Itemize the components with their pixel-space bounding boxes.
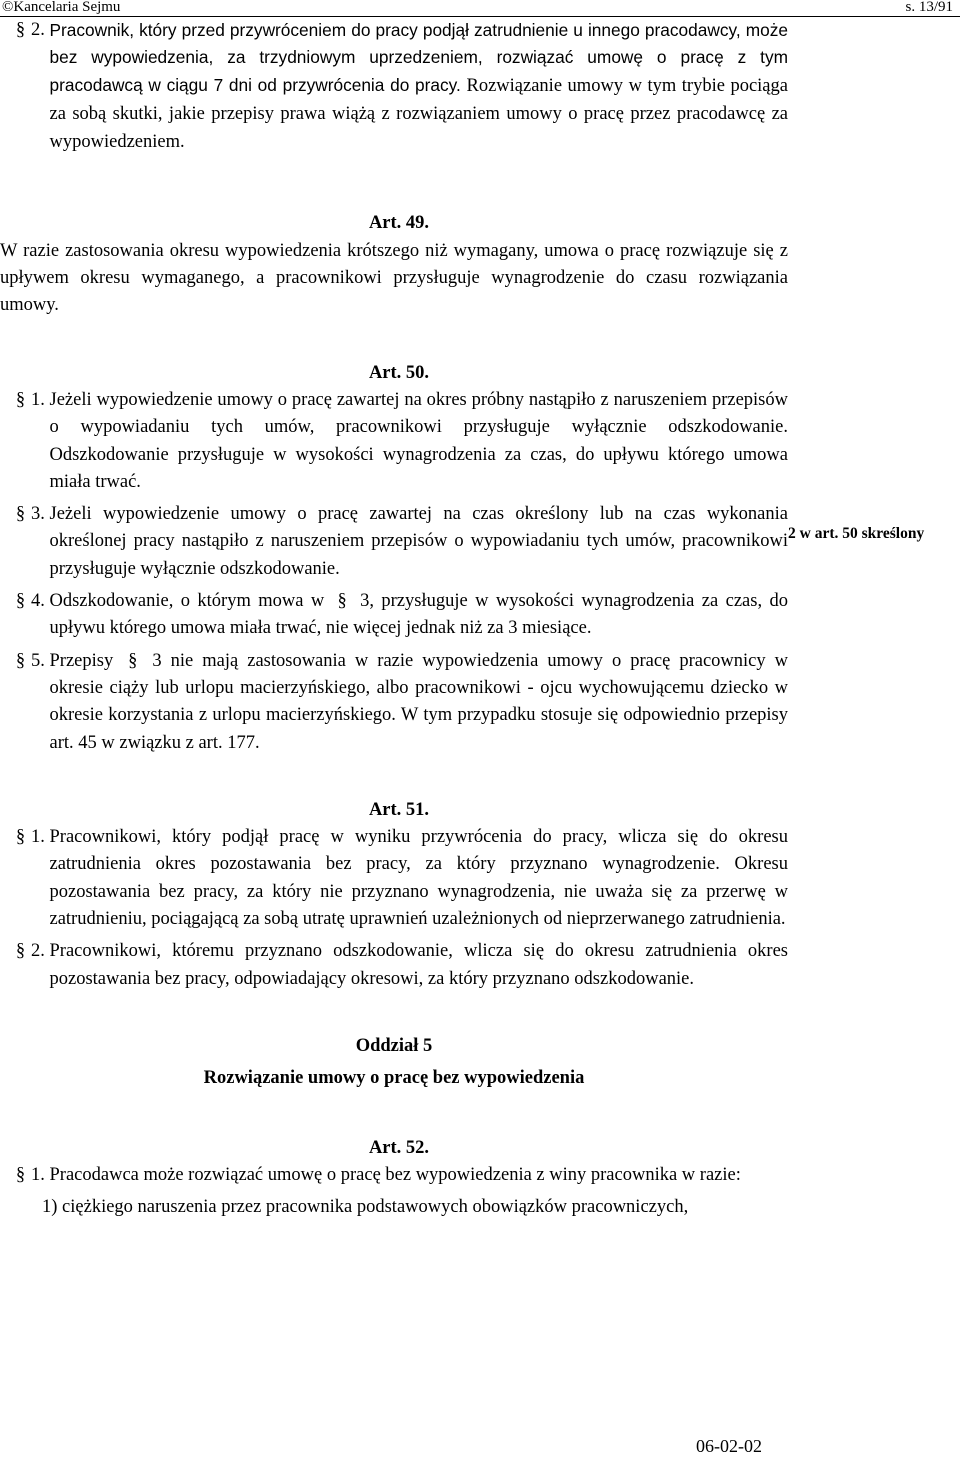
- paragraph-number: 3.: [31, 504, 45, 525]
- page-header: [0, 0, 960, 16]
- section-sign-icon: §: [337, 591, 347, 612]
- section-sign-icon: §: [128, 650, 138, 671]
- paragraph-number: 2.: [31, 941, 45, 962]
- paragraph-text-start: Odszkodowanie, o którym mowa w: [49, 591, 325, 612]
- article-50-paragraph-1: [0, 387, 788, 496]
- article-51-paragraph-1: [0, 824, 788, 933]
- article-50-title: Art. 50.: [368, 362, 430, 383]
- paragraph-text: Pracodawca może rozwiązać umowę o pracę bez wypowiedzenia z winy pracownika w razie:: [49, 1164, 741, 1185]
- paragraph-text-sans: Pracownik, który przed przywróceniem do pracy podjął zatrudnienie u innego pracodawcy, może bez wypowiedzenia, za trzydniowym uprzedzeniem, rozwiązać umowę o pracę z tym pracodawcą w ciągu 7 dni od przywrócenia do pracy.: [49, 20, 788, 95]
- paragraph-number: 4.: [31, 591, 45, 612]
- list-item-text: ciężkiego naruszenia przez pracownika podstawowych obowiązków pracowniczych,: [62, 1197, 689, 1218]
- paragraph-text-end: 3, przysługuje w wysokości wynagrodzenia za czas, do upływu którego umowa miała trwać, nie więcej jednak niż za 3 miesiące.: [49, 591, 789, 639]
- paragraph-number: 2.: [31, 20, 45, 40]
- division-subtitle: Rozwiązanie umowy o pracę bez wypowiedzenia: [203, 1068, 585, 1089]
- footer-date: 06-02-02: [696, 1436, 762, 1456]
- list-item-number: 1): [42, 1197, 58, 1218]
- paragraph-number: 1.: [31, 827, 45, 848]
- margin-note: 2 w art. 50 skreślony: [788, 525, 925, 542]
- paragraph-text: Pracownikowi, który podjął pracę w wyniku przywrócenia do pracy, wlicza się do okresu zatrudnienia okres pozostawania bez pracy, za który przyznano wynagrodzenie. Okresu pozostawania bez pracy, za który nie przyznano wynagrodzenia, nie uważa się za przerwę w zatrudnieniu, pociągającą za sobą utratę uprawnień uzależnionych od nieprzerwanego zatrudnienia.: [49, 827, 788, 930]
- document-body: [0, 17, 788, 1221]
- section-sign-icon: §: [15, 504, 26, 525]
- article-50-paragraph-4: [0, 588, 788, 643]
- section-sign-icon: §: [15, 20, 26, 40]
- article-49-text: W razie zastosowania okresu wypowiedzenia krótszego niż wymagany, umowa o pracę rozwiązuje się z upływem okresu wymaganego, a pracownikowi przysługuje wynagrodzenie do czasu rozwiązania umowy.: [0, 240, 788, 316]
- article-49-title: Art. 49.: [368, 213, 430, 234]
- paragraph-text-end: 3 nie mają zastosowania w razie wypowiedzenia umowy o pracę pracownicy w okresie ciąży lub urlopu macierzyńskiego, albo pracownikowi - ojcu wychowującemu dziecko w okresie korzystania z urlopu macierzyńskiego. W tym przypadku stosuje się odpowiednio przepisy art. 45 w związku z art. 177.: [49, 650, 789, 753]
- paragraph-number: 1.: [31, 1164, 45, 1185]
- header-copyright: ©Kancelaria Sejmu: [2, 0, 121, 15]
- article-50-paragraph-5: [0, 648, 788, 757]
- paragraph-2: [0, 17, 788, 156]
- paragraph-text: Pracownikowi, któremu przyznano odszkodowanie, wlicza się do okresu zatrudnienia okres pozostawania bez pracy, odpowiadający okresowi, za który przyznano odszkodowanie.: [49, 941, 788, 989]
- division-title: Oddział 5: [355, 1035, 433, 1056]
- paragraph-text-start: Przepisy: [49, 650, 114, 671]
- paragraph-number: 1.: [31, 389, 45, 410]
- paragraph-text: Jeżeli wypowiedzenie umowy o pracę zawartej na okres próbny nastąpiło z naruszeniem przepisów o wypowiadaniu tych umów, pracownikowi przysługuje wyłącznie odszkodowanie. Odszkodowanie przysługuje w wysokości wynagrodzenia za czas, do upływu którego umowa miała trwać.: [49, 389, 788, 492]
- section-sign-icon: §: [15, 1164, 26, 1185]
- paragraph-text: Jeżeli wypowiedzenie umowy o pracę zawartej na czas określony lub na czas wykonania określonej pracy nastąpiło z naruszeniem przepisów o wypowiadaniu tych umów, pracownikowi przysługuje wyłącznie odszkodowanie.: [49, 504, 788, 579]
- article-51-title: Art. 51.: [368, 799, 430, 820]
- header-page-number: s. 13/91: [905, 0, 953, 15]
- article-51-paragraph-2: [0, 938, 788, 993]
- article-50-paragraph-3: [0, 501, 788, 583]
- paragraph-text-serif: Rozwiązanie umowy w tym trybie pociąga za sobą skutki, jakie przepisy prawa wiążą z rozwiązaniem umowy o pracę przez pracodawcę za wypowiedzeniem.: [49, 75, 788, 153]
- article-52-item-1: [0, 1194, 788, 1221]
- section-sign-icon: §: [15, 827, 26, 848]
- article-52-paragraph-1: [0, 1162, 788, 1189]
- paragraph-number: 5.: [31, 650, 45, 671]
- article-52-title: Art. 52.: [368, 1137, 430, 1158]
- section-sign-icon: §: [15, 650, 26, 671]
- section-sign-icon: §: [15, 389, 26, 410]
- section-sign-icon: §: [15, 591, 26, 612]
- section-sign-icon: §: [15, 941, 26, 962]
